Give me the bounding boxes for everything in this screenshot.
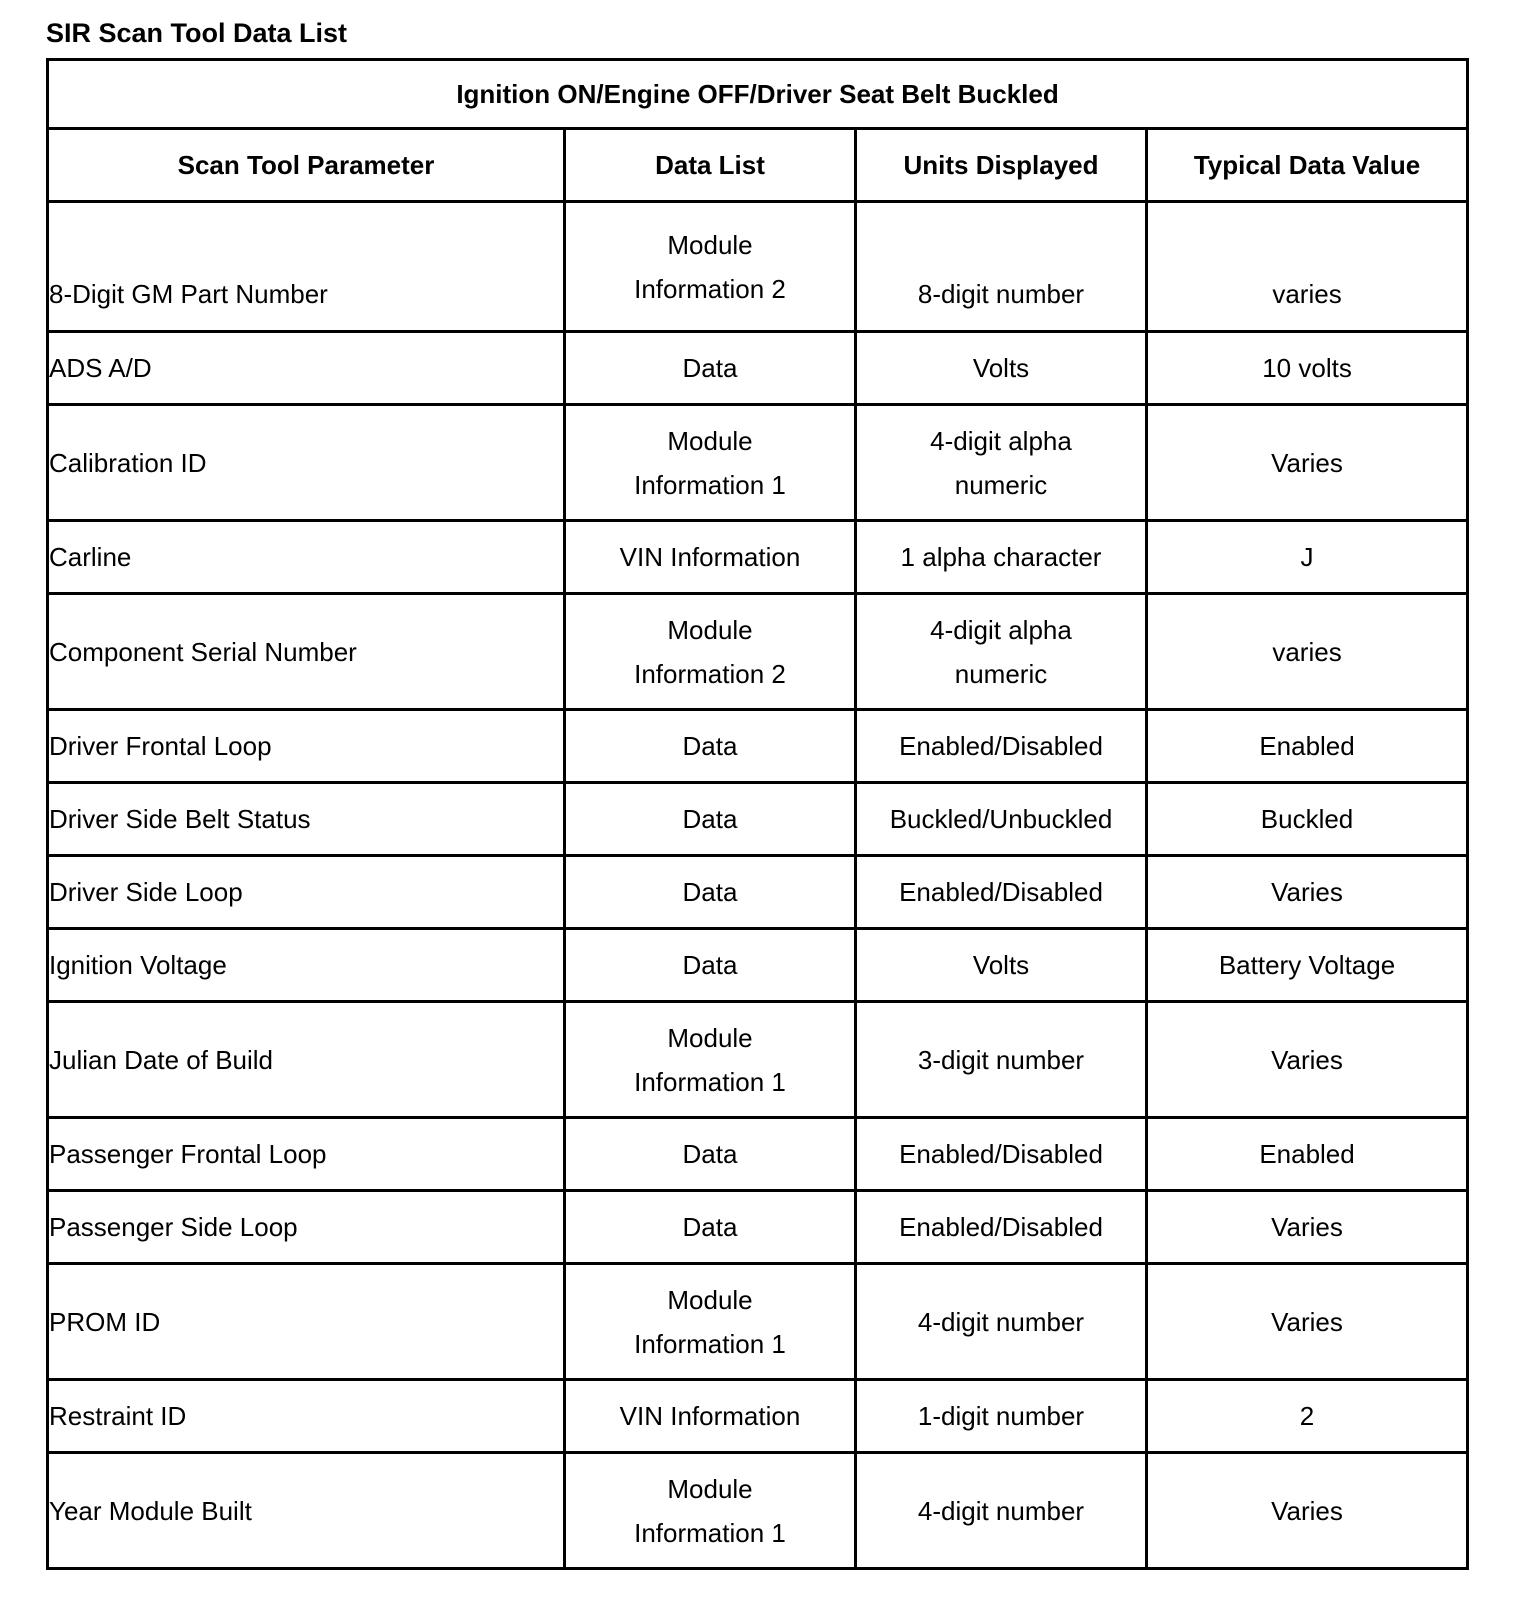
cell-data-list-text: Module — [667, 1022, 753, 1053]
table-banner: Ignition ON/Engine OFF/Driver Seat Belt Buckled — [48, 60, 1468, 129]
cell-parameter-text: Passenger Frontal Loop — [49, 1139, 327, 1169]
cell-parameter-text: Component Serial Number — [49, 636, 357, 667]
cell-data-list-text: Module — [667, 1284, 753, 1315]
cell-units — [856, 1002, 1147, 1118]
table-row — [48, 405, 1468, 521]
cell-units-text: Enabled/Disabled — [899, 1212, 1103, 1242]
cell-data-list-text: Information 1 — [634, 1328, 786, 1359]
cell-data-list-text: Information 1 — [634, 469, 786, 500]
cell-typical-value-text: Enabled — [1259, 731, 1355, 761]
cell-parameter — [48, 710, 565, 783]
cell-parameter-text: 8-Digit GM Part Number — [49, 279, 328, 309]
cell-typical-value — [1147, 929, 1468, 1002]
cell-parameter — [48, 856, 565, 929]
cell-data-list-text: Data — [682, 353, 738, 383]
cell-data-list — [565, 521, 856, 594]
cell-data-list — [565, 710, 856, 783]
cell-data-list-text: Data — [682, 731, 738, 761]
cell-typical-value-text: Varies — [1271, 447, 1343, 478]
cell-parameter-text: Driver Side Belt Status — [49, 804, 311, 834]
cell-data-list-text: Module — [667, 614, 753, 645]
cell-units-text: Enabled/Disabled — [899, 1139, 1103, 1169]
cell-units-text: 1-digit number — [917, 1401, 1085, 1431]
cell-data-list-text: VIN Information — [619, 542, 801, 572]
cell-data-list-text: Module — [667, 229, 753, 260]
cell-typical-value — [1147, 1264, 1468, 1380]
cell-typical-value — [1147, 405, 1468, 521]
cell-units — [856, 405, 1147, 521]
cell-typical-value — [1147, 1002, 1468, 1118]
table-row — [48, 521, 1468, 594]
cell-units — [856, 710, 1147, 783]
cell-parameter — [48, 405, 565, 521]
cell-units-text: Enabled/Disabled — [899, 877, 1103, 907]
cell-data-list — [565, 1380, 856, 1453]
cell-units — [856, 1380, 1147, 1453]
cell-units-text: numeric — [954, 469, 1048, 500]
column-header-data-list: Data List — [565, 129, 856, 202]
cell-units-text: 1 alpha character — [900, 542, 1102, 572]
cell-data-list-text: Information 1 — [634, 1066, 786, 1097]
cell-typical-value — [1147, 202, 1468, 332]
cell-typical-value — [1147, 1191, 1468, 1264]
cell-typical-value — [1147, 1380, 1468, 1453]
cell-units — [856, 1191, 1147, 1264]
cell-units — [856, 929, 1147, 1002]
cell-typical-value-text: varies — [1272, 636, 1342, 667]
cell-parameter — [48, 1191, 565, 1264]
cell-units-text: 8-digit number — [917, 279, 1085, 309]
cell-parameter — [48, 521, 565, 594]
table-row — [48, 1118, 1468, 1191]
cell-units — [856, 1453, 1147, 1569]
cell-typical-value-text: Varies — [1271, 1044, 1343, 1075]
cell-typical-value — [1147, 783, 1468, 856]
cell-units-text: 4-digit alpha — [930, 614, 1072, 645]
column-header-typical-value: Typical Data Value — [1147, 129, 1468, 202]
cell-data-list-text: Data — [682, 1139, 738, 1169]
cell-parameter — [48, 1380, 565, 1453]
table-row — [48, 594, 1468, 710]
cell-parameter-text: Driver Side Loop — [49, 877, 243, 907]
cell-units-text: Enabled/Disabled — [899, 731, 1103, 761]
cell-parameter — [48, 783, 565, 856]
column-header-parameter: Scan Tool Parameter — [48, 129, 565, 202]
cell-typical-value-text: Enabled — [1259, 1139, 1355, 1169]
cell-data-list — [565, 783, 856, 856]
cell-typical-value — [1147, 332, 1468, 405]
cell-data-list — [565, 856, 856, 929]
cell-typical-value-text: Varies — [1271, 877, 1343, 907]
cell-data-list — [565, 1002, 856, 1118]
document-title: SIR Scan Tool Data List — [46, 18, 348, 48]
cell-units-text: 4-digit number — [917, 1495, 1085, 1526]
cell-parameter — [48, 1453, 565, 1569]
cell-units — [856, 783, 1147, 856]
cell-data-list — [565, 594, 856, 710]
table-row — [48, 929, 1468, 1002]
table-row — [48, 332, 1468, 405]
cell-units — [856, 1118, 1147, 1191]
cell-parameter — [48, 1264, 565, 1380]
table-row — [48, 710, 1468, 783]
cell-parameter-text: ADS A/D — [49, 353, 152, 383]
cell-parameter-text: Restraint ID — [49, 1401, 187, 1431]
cell-parameter — [48, 1118, 565, 1191]
cell-typical-value — [1147, 856, 1468, 929]
cell-data-list-text: Module — [667, 425, 753, 456]
cell-parameter-text: Passenger Side Loop — [49, 1212, 298, 1242]
cell-typical-value — [1147, 1118, 1468, 1191]
cell-units — [856, 521, 1147, 594]
table-body — [48, 202, 1468, 1569]
table-row — [48, 1002, 1468, 1118]
cell-data-list — [565, 1118, 856, 1191]
cell-parameter — [48, 1002, 565, 1118]
table-row — [48, 856, 1468, 929]
cell-data-list-text: Information 2 — [634, 658, 786, 689]
cell-typical-value-text: Varies — [1271, 1495, 1343, 1526]
cell-data-list — [565, 929, 856, 1002]
cell-typical-value-text: J — [1300, 542, 1314, 572]
cell-data-list — [565, 202, 856, 332]
cell-typical-value — [1147, 710, 1468, 783]
cell-parameter — [48, 332, 565, 405]
cell-parameter-text: Julian Date of Build — [49, 1044, 274, 1075]
table-row — [48, 202, 1468, 332]
cell-data-list-text: Information 1 — [634, 1517, 786, 1548]
cell-parameter — [48, 929, 565, 1002]
table-row — [48, 783, 1468, 856]
cell-typical-value-text: Battery Voltage — [1218, 950, 1396, 980]
cell-parameter-text: Calibration ID — [49, 447, 207, 478]
cell-typical-value — [1147, 594, 1468, 710]
cell-typical-value-text: 2 — [1299, 1401, 1315, 1431]
cell-typical-value-text: Buckled — [1260, 804, 1354, 834]
cell-units — [856, 202, 1147, 332]
cell-parameter — [48, 202, 565, 332]
table-row — [48, 1191, 1468, 1264]
column-header-units: Units Displayed — [856, 129, 1147, 202]
cell-parameter-text: Ignition Voltage — [49, 950, 227, 980]
cell-data-list — [565, 405, 856, 521]
cell-units-text: 3-digit number — [917, 1044, 1085, 1075]
cell-typical-value-text: Varies — [1271, 1212, 1343, 1242]
cell-units-text: 4-digit alpha — [930, 425, 1072, 456]
cell-data-list-text: Module — [667, 1473, 753, 1504]
cell-units-text: Volts — [972, 353, 1030, 383]
cell-typical-value-text: varies — [1272, 279, 1342, 309]
cell-typical-value — [1147, 521, 1468, 594]
cell-typical-value — [1147, 1453, 1468, 1569]
cell-data-list — [565, 332, 856, 405]
cell-data-list — [565, 1264, 856, 1380]
cell-units-text: Buckled/Unbuckled — [889, 804, 1113, 834]
cell-units — [856, 1264, 1147, 1380]
cell-parameter-text: Year Module Built — [49, 1495, 252, 1526]
cell-units-text: 4-digit number — [917, 1306, 1085, 1337]
cell-data-list — [565, 1453, 856, 1569]
cell-typical-value-text: 10 volts — [1262, 353, 1352, 383]
cell-units — [856, 332, 1147, 405]
cell-data-list-text: Data — [682, 950, 738, 980]
table-row — [48, 1264, 1468, 1380]
cell-data-list-text: Information 2 — [634, 273, 786, 304]
table-row — [48, 1453, 1468, 1569]
cell-data-list-text: Data — [682, 1212, 738, 1242]
cell-units-text: Volts — [972, 950, 1030, 980]
table-row — [48, 1380, 1468, 1453]
cell-data-list-text: Data — [682, 877, 738, 907]
cell-parameter-text: Driver Frontal Loop — [49, 731, 272, 761]
cell-units — [856, 594, 1147, 710]
cell-data-list — [565, 1191, 856, 1264]
cell-units — [856, 856, 1147, 929]
cell-parameter-text: Carline — [49, 542, 132, 572]
cell-data-list-text: Data — [682, 804, 738, 834]
cell-parameter-text: PROM ID — [49, 1306, 161, 1337]
scan-tool-data-table — [46, 58, 1469, 1570]
cell-parameter — [48, 594, 565, 710]
cell-typical-value-text: Varies — [1271, 1306, 1343, 1337]
cell-data-list-text: VIN Information — [619, 1401, 801, 1431]
cell-units-text: numeric — [954, 658, 1048, 689]
